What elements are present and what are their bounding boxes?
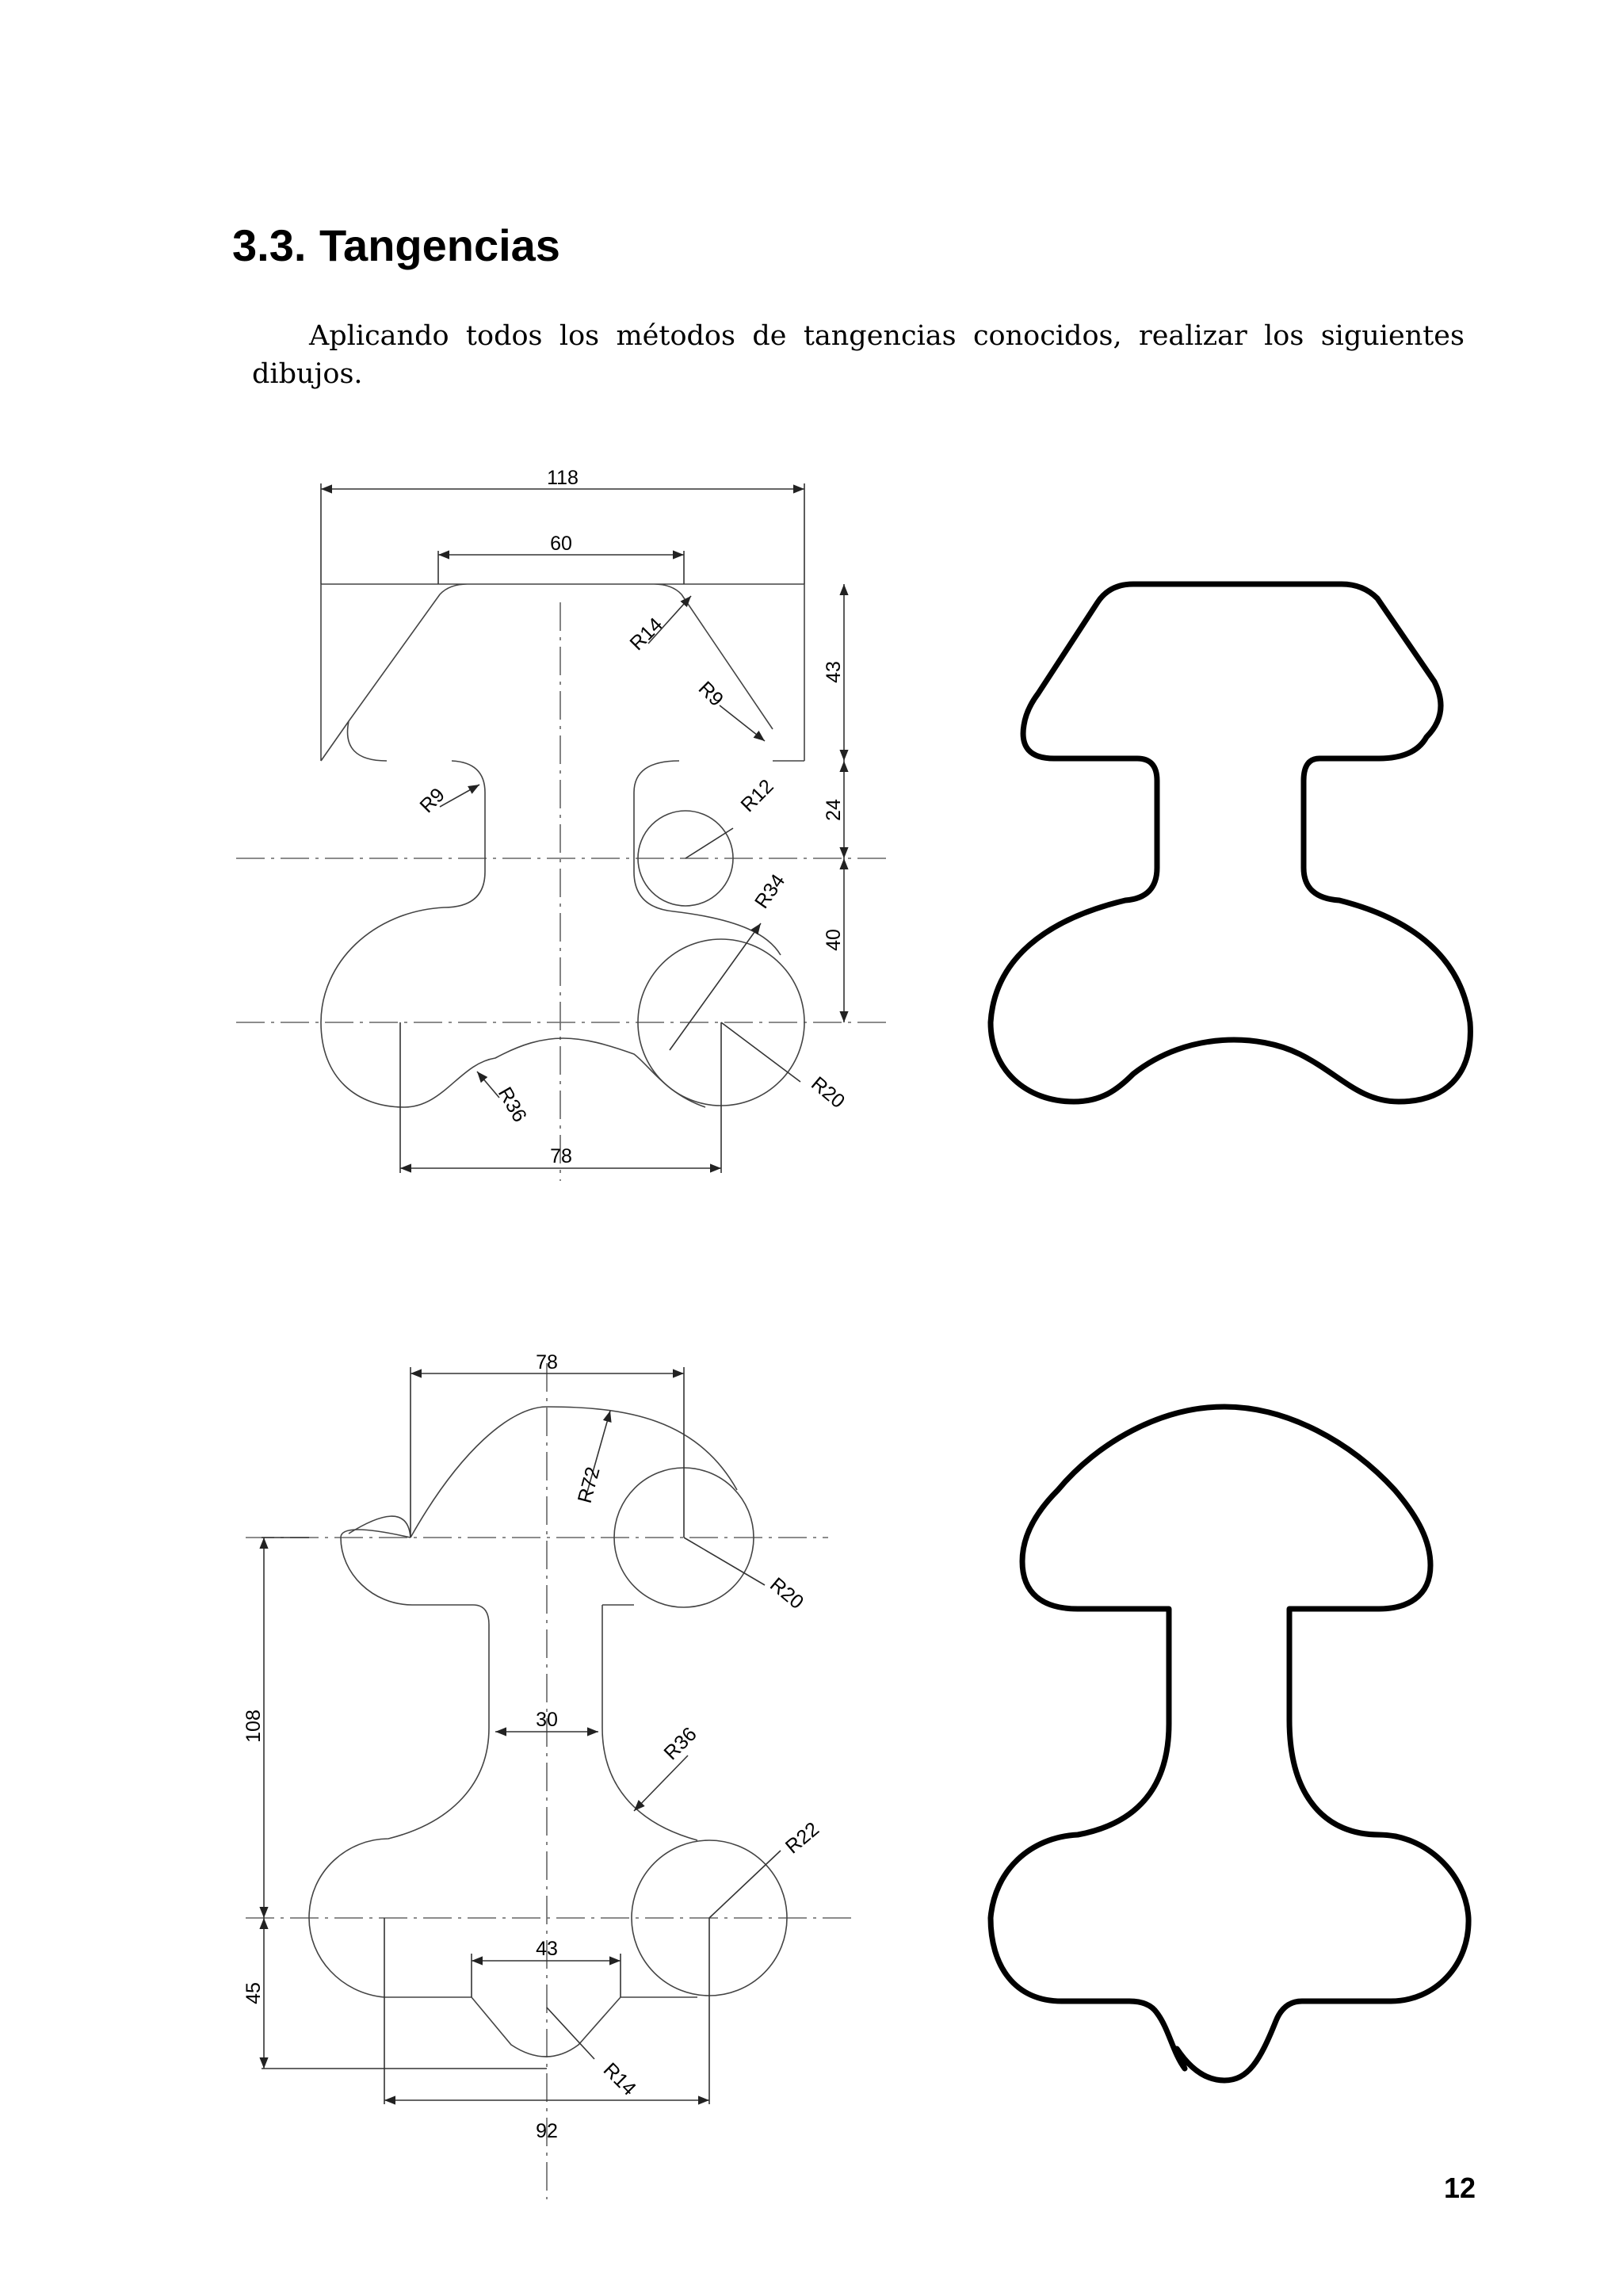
fig1-label-40: 40 xyxy=(823,929,845,951)
fig1-label-60: 60 xyxy=(550,533,572,555)
fig1-leader-r12 xyxy=(685,828,733,858)
fig2-label-43: 43 xyxy=(536,1938,558,1960)
fig1-leader-r34 xyxy=(670,923,761,1050)
fig1-label-24: 24 xyxy=(823,799,845,821)
fig1-leader-r9-left xyxy=(440,785,479,807)
fig2-label-45: 45 xyxy=(242,1982,265,2004)
instruction-paragraph: Aplicando todos los métodos de tangencias conocidos, realizar los siguientes dibujos. xyxy=(252,320,1465,390)
figure1-drawing xyxy=(236,467,886,1181)
fig2-leader-r20 xyxy=(684,1538,765,1585)
fig1-label-78: 78 xyxy=(550,1145,572,1167)
fig1-label-r9-left: R9 xyxy=(415,783,449,818)
figure2-drawing xyxy=(242,1351,856,2199)
fig1-label-43: 43 xyxy=(823,661,845,683)
fig2-leader-r36 xyxy=(634,1755,688,1811)
fig2-label-r14: R14 xyxy=(598,2058,640,2100)
page-number: 12 xyxy=(1444,2172,1476,2204)
fig1-leader-r9-right xyxy=(720,705,765,741)
fig2-label-92: 92 xyxy=(536,2120,558,2142)
fig1-label-r14: R14 xyxy=(625,613,667,655)
fig1-solid-shape xyxy=(991,584,1470,1102)
fig2-label-30: 30 xyxy=(536,1709,558,1731)
fig1-label-r12: R12 xyxy=(736,775,778,817)
fig2-label-78: 78 xyxy=(536,1351,558,1373)
fig2-solid-shape xyxy=(991,1407,1468,2080)
fig1-label-r20: R20 xyxy=(807,1072,850,1114)
fig2-label-r20: R20 xyxy=(766,1573,808,1614)
section-number: 3.3. xyxy=(232,220,307,270)
fig2-label-r22: R22 xyxy=(781,1817,823,1859)
section-title-text: Tangencias xyxy=(319,220,560,270)
fig2-label-108: 108 xyxy=(242,1710,265,1743)
fig1-leader-r20 xyxy=(721,1022,800,1082)
fig1-label-r36: R36 xyxy=(493,1083,531,1126)
fig2-leader-r14 xyxy=(547,2008,594,2059)
fig2-label-r36: R36 xyxy=(659,1723,701,1765)
fig1-label-r34: R34 xyxy=(750,869,790,913)
fig1-label-118: 118 xyxy=(547,467,579,489)
fig2-label-r72: R72 xyxy=(573,1464,605,1506)
fig2-leader-r22 xyxy=(709,1851,781,1918)
fig1-label-r9-right: R9 xyxy=(693,677,728,711)
